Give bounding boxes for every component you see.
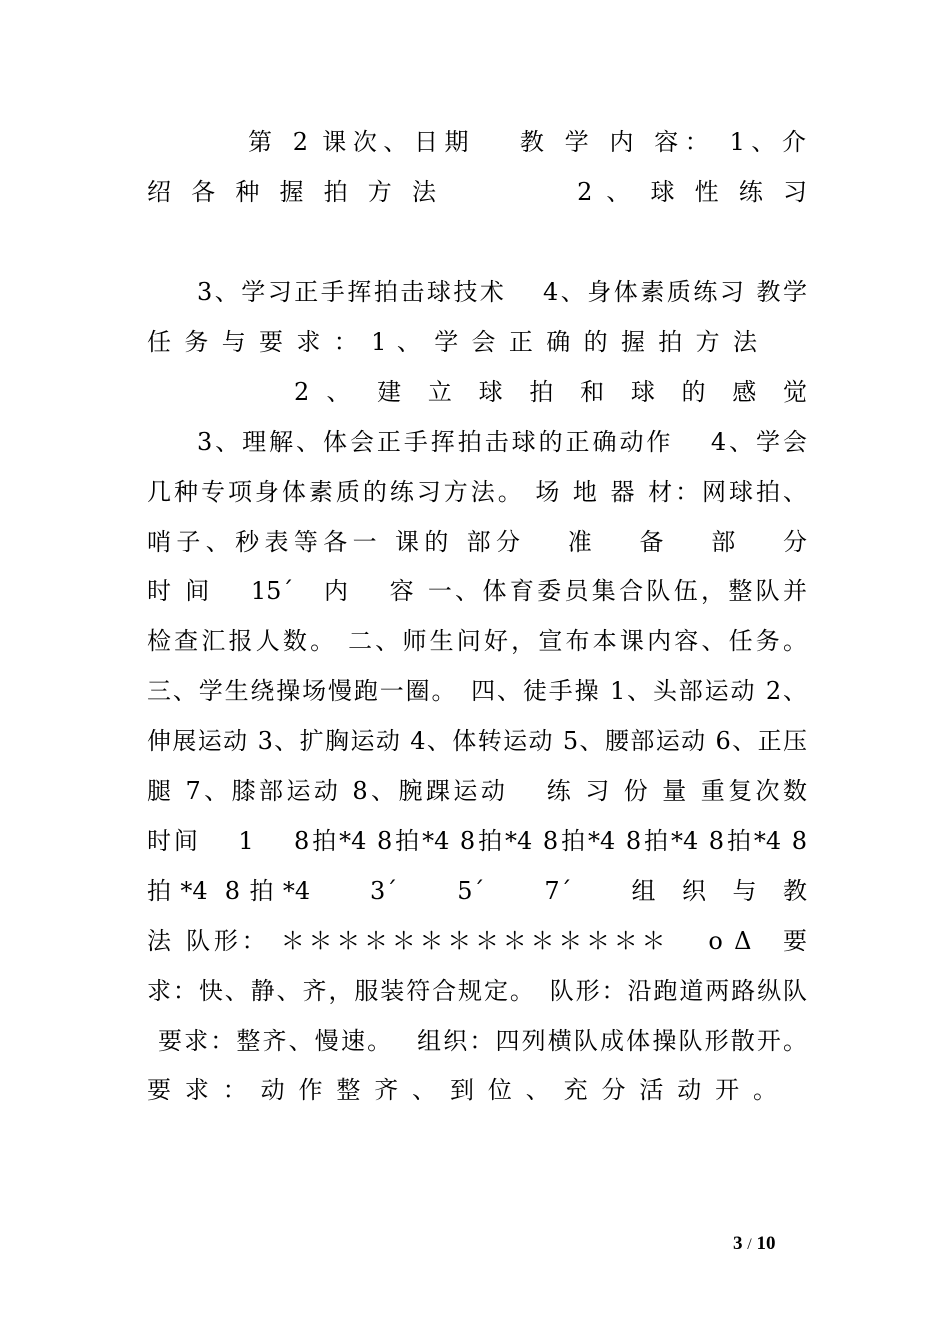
text-line-8: 哨子、秒表等各一 课的 部分 准 备 部 分: [147, 528, 807, 556]
text-line-10: 检查汇报人数。 二、师生问好，宣布本课内容、任务。: [147, 627, 807, 655]
text-line-5: 2 、 建 立 球 拍 和 球 的 感 觉: [294, 378, 807, 406]
text-line-16: 法 队形： ＊＊＊＊＊＊＊＊＊＊＊＊＊＊ ο Δ 要: [147, 927, 807, 955]
text-line-18: 要求：整齐、慢速。 组织：四列横队成体操队形散开。: [158, 1027, 807, 1055]
text-line-7: 几种专项身体素质的练习方法。 场 地 器 材：网球拍、: [147, 478, 807, 506]
text-line-17: 求：快、静、齐，服装符合规定。 队形：沿跑道两路纵队: [147, 977, 807, 1005]
total-pages: 10: [756, 1233, 776, 1254]
text-line-9: 时 间 15´ 内 容 一、体育委员集合队伍，整队并: [147, 577, 807, 605]
text-line-6: 3、理解、体会正手挥拍击球的正确动作 4、学会: [197, 428, 807, 456]
text-line-14: 时间 1 8拍*4 8拍*4 8拍*4 8拍*4 8拍*4 8拍*4 8: [147, 827, 807, 855]
text-line-2: 绍 各 种 握 拍 方 法 2 、 球 性 练 习: [147, 178, 807, 206]
current-page: 3: [733, 1233, 743, 1254]
text-line-3: 3、学习正手挥拍击球技术 4、身体素质练习 教学: [197, 278, 807, 306]
page-separator: /: [747, 1236, 752, 1253]
text-line-15: 拍*4 8拍*4 3´ 5´ 7´ 组 织 与 教: [147, 877, 807, 905]
text-line-19: 要 求 ： 动 作 整 齐 、 到 位 、 充 分 活 动 开 。: [147, 1076, 777, 1104]
text-line-1: 第 2 课次、日期 教 学 内 容： 1、介: [248, 128, 806, 156]
text-line-4: 任 务 与 要 求 ： 1 、 学 会 正 确 的 握 拍 方 法: [147, 328, 757, 356]
text-line-12: 伸展运动 3、扩胸运动 4、体转运动 5、腰部运动 6、正压: [147, 727, 807, 755]
text-line-11: 三、学生绕操场慢跑一圈。 四、徒手操 1、头部运动 2、: [147, 677, 807, 705]
text-line-13: 腿 7、膝部运动 8、腕踝运动 练 习 份 量 重复次数: [147, 777, 807, 805]
page-number: [733, 1233, 775, 1255]
